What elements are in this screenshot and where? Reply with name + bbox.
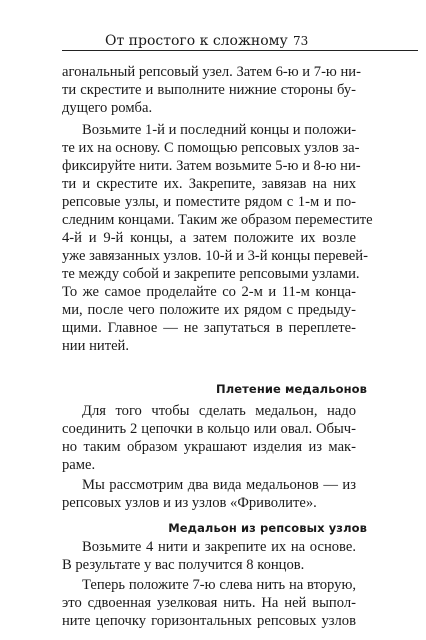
text-line: репсовые узлы, и поместите рядом с 1-м и по- xyxy=(62,194,356,210)
text-line: те их на основу. С помощью репсовых узлов за- xyxy=(62,140,360,156)
text-line: ните цепочку горизонтальных репсовых узлов xyxy=(62,613,356,629)
text-line: это сдвоенная узелковая нить. На ней выпол- xyxy=(62,595,356,611)
text-line: дущего ромба. xyxy=(62,100,153,116)
text-line: Мы рассмотрим два вида медальонов — из xyxy=(82,477,356,493)
text-line: щими. Главное — не запутаться в переплете- xyxy=(62,320,356,336)
text-line: ти и скрестите их. Закрепите, завязав на них xyxy=(62,176,356,192)
text-line: ми, после чего положите их рядом с предыду- xyxy=(62,302,356,318)
text-line: То же самое проделайте со 2-м и 11-м конца- xyxy=(62,284,356,300)
text-line: Возьмите 1-й и последний концы и положи- xyxy=(82,122,357,138)
text-line: но таким образом украшают изделия из мак- xyxy=(62,439,356,455)
text-line: ти скрестите и выполните нижние стороны бу- xyxy=(62,82,356,98)
text-line: уже завязанных узлов. 10-й и 3-й концы перевей- xyxy=(62,248,368,264)
text-line: репсовых узлов и из узлов «Фриволите». xyxy=(62,495,317,511)
text-line: В результате у вас получится 8 концов. xyxy=(62,557,305,573)
text-line: те между собой и закрепите репсовыми узлами. xyxy=(62,266,360,282)
text-line: следним концами. Таким же образом переместите xyxy=(62,212,373,228)
text-line: раме. xyxy=(62,457,96,473)
text-line: фиксируйте нити. Затем возьмите 5-ю и 8-ю ни- xyxy=(62,158,361,174)
text-line: Возьмите 4 нити и закрепите их на основе. xyxy=(82,539,356,555)
text-line: агональный репсовый узел. Затем 6-ю и 7-ю ни- xyxy=(62,64,361,80)
page-number: 73 xyxy=(293,34,309,48)
section-heading: Плетение медальонов xyxy=(216,382,367,396)
text-line: соединить 2 цепочки в кольцо или овал. Обыч- xyxy=(62,421,356,437)
header-rule xyxy=(62,50,418,51)
running-header xyxy=(62,33,418,53)
text-line: Для того чтобы сделать медальон, надо xyxy=(82,403,356,419)
text-line: Теперь положите 7-ю слева нить на вторую, xyxy=(82,577,356,593)
running-title: От простого к сложному xyxy=(105,33,288,49)
text-line: нии нитей. xyxy=(62,338,130,354)
text-line: 4-й и 9-й концы, а затем положите их возле xyxy=(62,230,356,246)
subsection-heading: Медальон из репсовых узлов xyxy=(168,521,367,535)
